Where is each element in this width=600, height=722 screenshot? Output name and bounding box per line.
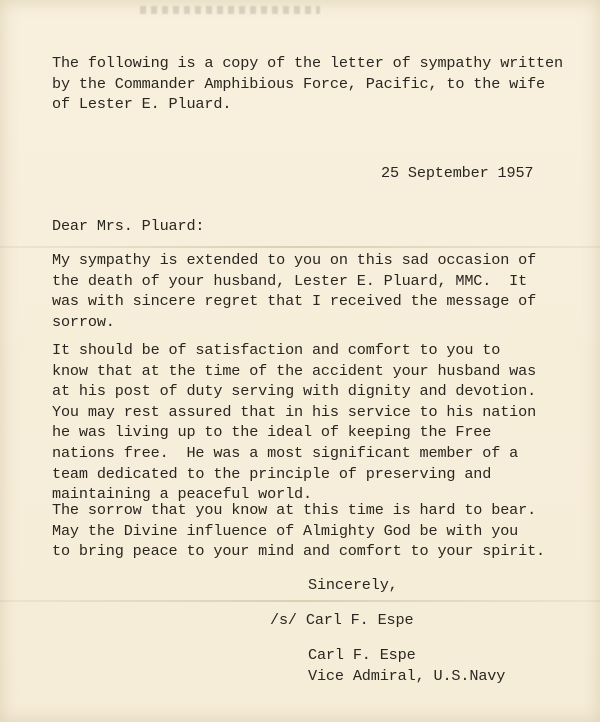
letter-date: 25 September 1957 [381,164,534,182]
salutation: Dear Mrs. Pluard: [52,217,205,235]
closing: Sincerely, [308,576,398,594]
paper-fold-line [0,600,600,602]
intro-paragraph: The following is a copy of the letter of sympathy written by the Commander Amphibious Force, Pacific, to the wife of Lester E. Pluard. [52,54,563,114]
signer-title: Vice Admiral, U.S.Navy [308,667,506,685]
body-paragraph-1: My sympathy is extended to you on this sad occasion of the death of your husband, Lester E. Pluard, MMC. It was with sincere regret that I received the message of sorrow. [52,251,537,331]
faded-header-marks [140,6,320,14]
signature-line: /s/ Carl F. Espe [270,611,414,629]
body-paragraph-2: It should be of satisfaction and comfort to you to know that at the time of the accident your husband was at his post of duty serving with dignity and devotion. You may rest assured that in his service to his nation he was living up to the ideal of keeping the Free nations free. He was a most significant member of a team dedicated to the principle of preserving and maintaining a peaceful world. [52,341,537,504]
signer-name: Carl F. Espe [308,646,416,664]
paper-fold-line [0,246,600,248]
body-paragraph-3: The sorrow that you know at this time is hard to bear. May the Divine influence of Almighty God be with you to bring peace to your mind and comfort to your spirit. [52,501,546,561]
